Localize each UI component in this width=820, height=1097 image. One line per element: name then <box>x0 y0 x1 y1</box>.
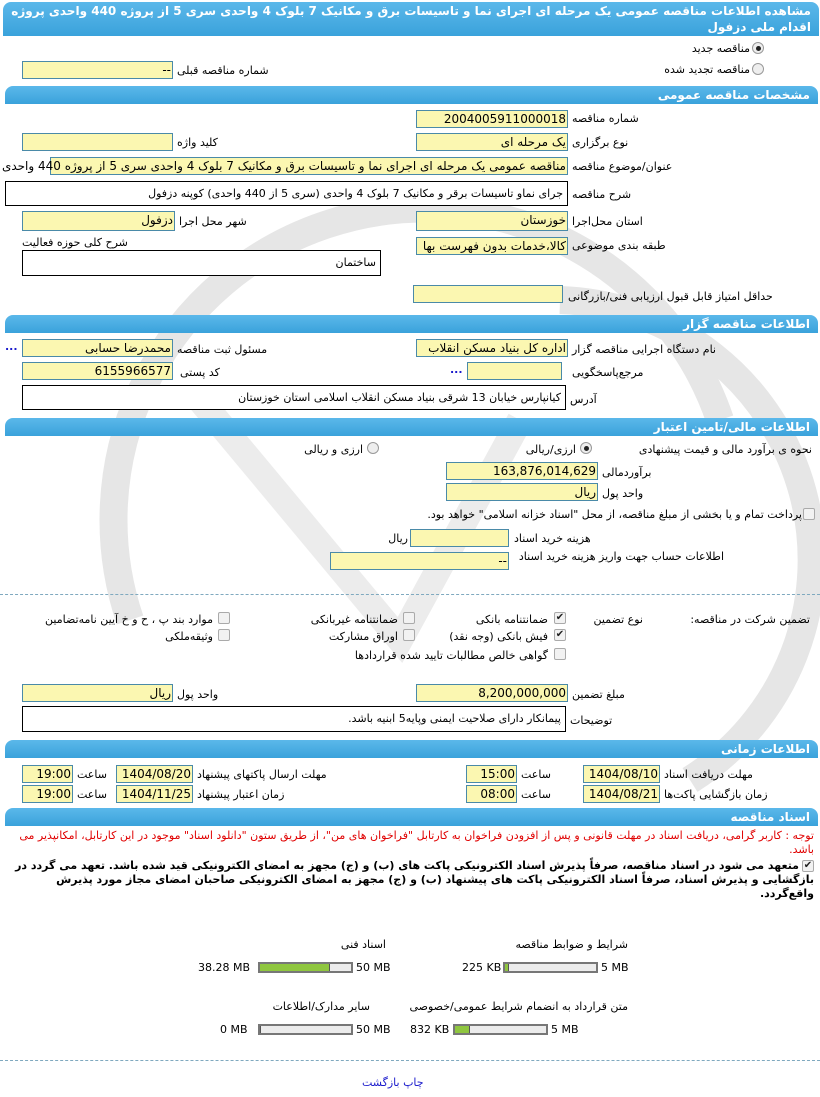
file-max-size: 50 MB <box>356 1023 391 1036</box>
time-label: ساعت <box>77 768 107 781</box>
submit-deadline-label: مهلت ارسال پاکتهای پیشنهاد <box>197 768 327 781</box>
other-guarantee-label: موارد بند پ ، ح و خ آیین نامه‌تضامین <box>45 613 213 626</box>
property-collateral-label: وثیقه‌ملکی <box>165 630 213 643</box>
currency-rial-label: ارزی/ریالی <box>525 443 576 456</box>
org-label: نام دستگاه اجرایی مناقصه گزار <box>572 343 716 356</box>
guarantee-amount-field[interactable]: 8,200,000,000 <box>416 684 568 702</box>
section-finance: اطلاعات مالی/تامین اعتبار <box>5 418 818 436</box>
footer-links <box>362 1076 424 1089</box>
file-progress-bar <box>258 1024 353 1035</box>
opening-date[interactable]: 1404/08/21 <box>583 785 660 803</box>
file-progress-fill <box>260 964 330 971</box>
checkbox-bank-receipt[interactable]: ✔ <box>555 629 565 640</box>
participation-bonds-label: اوراق مشارکت <box>328 630 398 643</box>
registrar-more-link[interactable]: ... <box>5 340 18 353</box>
guarantee-type-label: نوع تضمین <box>593 613 643 626</box>
address-box: کیانپارس خیابان 13 شرقی بنیاد مسکن انقلاب اسلامی استان خوزستان <box>22 385 566 410</box>
min-score-label: حداقل امتیاز قابل قبول ارزیابی فنی/بازرگانی <box>568 290 773 303</box>
documents-notice: توجه : کاربر گرامی، دریافت اسناد در مهلت قانونی و پس از افزودن فراخوان به کارتابل "فراخوان های من"، از طریق ستون "دانلود اسناد" موجود در این کارتابل، امکانپذیر می باشد. <box>19 829 814 856</box>
guarantee-notes-box: پیمانکار دارای صلاحیت ایمنی وپایه5 ابنیه باشد. <box>22 706 566 732</box>
file-label: سایر مدارک/اطلاعات <box>272 1000 370 1013</box>
renewed-tender-label: مناقصه تجدید شده <box>664 63 750 76</box>
account-label: اطلاعات حساب جهت واریز هزینه خرید اسناد <box>518 550 724 563</box>
receivables-certificate-label: گواهی خالص مطالبات تایید شده قراردادها <box>354 649 548 662</box>
doc-deadline-label: مهلت دریافت اسناد <box>664 768 753 781</box>
file-progress-fill <box>455 1026 470 1033</box>
file-label: متن قرارداد به انضمام شرایط عمومی/خصوصی <box>409 1000 628 1013</box>
file-progress-bar <box>503 962 598 973</box>
bank-guarantee-label: ضمانتنامه بانکی <box>475 613 548 626</box>
city-field[interactable]: دزفول <box>22 211 175 231</box>
tender-number-label: شماره مناقصه <box>572 112 639 125</box>
opening-label: زمان بازگشایی پاکت‌ها <box>664 788 768 801</box>
doc-deadline-date[interactable]: 1404/08/10 <box>583 765 660 783</box>
file-label: اسناد فنی <box>340 938 386 951</box>
city-label: شهر محل اجرا <box>179 215 247 228</box>
category-label: طبقه بندی موضوعی <box>572 239 666 252</box>
holding-type-field[interactable]: یک مرحله ای <box>416 133 568 151</box>
holding-type-label: نوع برگزاری <box>572 136 629 149</box>
section-timing: اطلاعات زمانی <box>5 740 818 758</box>
treasury-text: پرداخت تمام و یا بخشی از مبلغ مناقصه، از محل "اسناد خزانه اسلامی" خواهد بود. <box>427 508 802 521</box>
guarantee-currency-field[interactable]: ریال <box>22 684 173 702</box>
checkbox-property-collateral[interactable] <box>218 629 230 641</box>
validity-date[interactable]: 1404/11/25 <box>116 785 193 803</box>
currency-field[interactable]: ریال <box>446 483 598 501</box>
time-label: ساعت <box>77 788 107 801</box>
validity-time[interactable]: 19:00 <box>22 785 73 803</box>
treasury-checkbox[interactable] <box>803 508 815 520</box>
time-label: ساعت <box>521 768 551 781</box>
tender-number-field[interactable]: 2004005911000018 <box>416 110 568 128</box>
documents-text-block <box>6 829 814 901</box>
description-label: شرح مناقصه <box>572 188 632 201</box>
estimate-field[interactable]: 163,876,014,629 <box>446 462 598 480</box>
keyword-field[interactable] <box>22 133 173 151</box>
subject-field[interactable]: مناقصه عمومی یک مرحله ای اجرای نما و تاسیسات برق و مکانیک 7 بلوک 4 واحدی سری 5 از پروژه 440 واحدی <box>1 159 566 173</box>
file-size: 38.28 MB <box>198 961 251 974</box>
guarantee-currency-label: واحد پول <box>177 688 219 701</box>
divider <box>0 1060 820 1061</box>
registrar-field[interactable]: محمدرضا حسابی <box>22 339 173 357</box>
file-progress-fill <box>505 964 509 971</box>
address-label: آدرس <box>570 393 597 406</box>
doc-cost-unit: ریال <box>388 532 408 545</box>
radio-new-tender[interactable] <box>752 42 764 54</box>
section-general: مشخصات مناقصه عمومی <box>5 86 818 104</box>
postal-field[interactable]: 6155966577 <box>22 362 173 380</box>
guarantee-amount-label: مبلغ تضمین <box>572 688 625 701</box>
section-organizer: اطلاعات مناقصه گزار <box>5 315 818 333</box>
doc-cost-field[interactable] <box>410 529 509 547</box>
time-label: ساعت <box>521 788 551 801</box>
validity-label: زمان اعتبار پیشنهاد <box>197 788 285 801</box>
subject-label: عنوان/موضوع مناقصه <box>572 160 673 173</box>
file-progress-fill <box>260 1026 261 1033</box>
back-link[interactable]: بازگشت <box>362 1076 400 1089</box>
keyword-label: کلید واژه <box>177 136 218 149</box>
description-box: جرای نماو تاسیسات برقر و مکانیک 7 بلوک 4 واحدی (سری 5 از 440 واحدی) کوپنه دزفول <box>5 181 568 206</box>
activity-box: ساختمان <box>22 250 381 276</box>
account-field[interactable]: -- <box>330 552 509 570</box>
divider <box>0 594 820 595</box>
radio-currency-and-rial[interactable] <box>367 442 379 454</box>
prev-number-field[interactable]: -- <box>22 61 173 79</box>
bank-receipt-label: فیش بانکی (وجه نقد) <box>449 630 548 643</box>
guarantee-label: تضمین شرکت در مناقصه: <box>690 613 810 626</box>
checkbox-bank-guarantee[interactable]: ✔ <box>555 612 565 623</box>
new-tender-label: مناقصه جدید <box>691 42 750 55</box>
file-size: 832 KB <box>410 1023 450 1036</box>
reference-label: مرجع‌پاسخگویی <box>572 366 644 379</box>
province-field[interactable]: خوزستان <box>416 211 568 231</box>
page-title: مشاهده اطلاعات مناقصه عمومی یک مرحله ای اجرای نما و تاسیسات برق و مکانیک 7 بلوک 4 واحدی سری 5 از پروژه 440 واحدی پروژه اقدام ملی دزفول <box>3 2 819 36</box>
commitment-text: متعهد می شود در اسناد مناقصه، صرفاً پذیرش اسناد الکترونیکی پاکت های (ب) و (ج) مجهز به امضای الکترونیکی قید شده باشد. تعهد می گردد در بازگشایی و پذیرش اسناد، صرفاً اسناد الکترونیکی پاکت های پیشنهاد (ب) و (ج) مجهز به امضای الکترونیکی صاحبان امضای مجاز مورد پذیرش واقع‌گردد. <box>15 859 814 900</box>
estimate-method-label: نحوه ی برآورد مالی و قیمت پیشنهادی <box>638 443 812 456</box>
file-max-size: 5 MB <box>601 961 629 974</box>
opening-time[interactable]: 08:00 <box>466 785 517 803</box>
commitment-row <box>6 859 814 901</box>
file-size: 225 KB <box>462 961 502 974</box>
min-score-field[interactable] <box>413 285 563 303</box>
checkbox-participation-bonds[interactable] <box>403 629 415 641</box>
category-field[interactable]: کالا،خدمات بدون فهرست بها <box>416 237 568 255</box>
checkbox-other-guarantee[interactable] <box>218 612 230 624</box>
currency-and-rial-label: ارزی و ریالی <box>304 443 363 456</box>
registrar-label: مسئول ثبت مناقصه <box>177 343 268 356</box>
reference-field[interactable] <box>467 362 562 380</box>
estimate-label: برآوردمالی <box>602 466 652 479</box>
print-link[interactable]: چاپ <box>403 1076 424 1089</box>
file-label: شرایط و ضوابط مناقصه <box>515 938 628 951</box>
file-progress-bar <box>453 1024 548 1035</box>
reference-more-link[interactable]: ... <box>450 363 463 376</box>
currency-label: واحد پول <box>602 487 644 500</box>
submit-deadline-date[interactable]: 1404/08/20 <box>116 765 193 783</box>
checkbox-nonbank-guarantee[interactable] <box>403 612 415 624</box>
commitment-checkbox[interactable]: ✔ <box>803 860 813 871</box>
radio-renewed-tender[interactable] <box>752 63 764 75</box>
file-size: 0 MB <box>220 1023 248 1036</box>
radio-currency-rial[interactable] <box>580 442 592 454</box>
activity-label: شرح کلی حوزه فعالیت <box>22 236 128 249</box>
org-field[interactable]: اداره کل بنیاد مسکن انقلاب <box>416 339 568 357</box>
nonbank-guarantee-label: ضمانتنامه غیربانکی <box>310 613 398 626</box>
doc-deadline-time[interactable]: 15:00 <box>466 765 517 783</box>
prev-number-label: شماره مناقصه قبلی <box>177 64 269 77</box>
guarantee-notes-label: توضیحات <box>570 714 613 727</box>
province-label: استان محل‌اجرا <box>572 215 643 228</box>
submit-deadline-time[interactable]: 19:00 <box>22 765 73 783</box>
file-max-size: 5 MB <box>551 1023 579 1036</box>
section-documents: اسناد مناقصه <box>5 808 818 826</box>
doc-cost-label: هزینه خرید اسناد <box>514 532 591 545</box>
checkbox-receivables-certificate[interactable] <box>554 648 566 660</box>
postal-label: کد پستی <box>180 366 220 379</box>
file-progress-bar <box>258 962 353 973</box>
file-max-size: 50 MB <box>356 961 391 974</box>
